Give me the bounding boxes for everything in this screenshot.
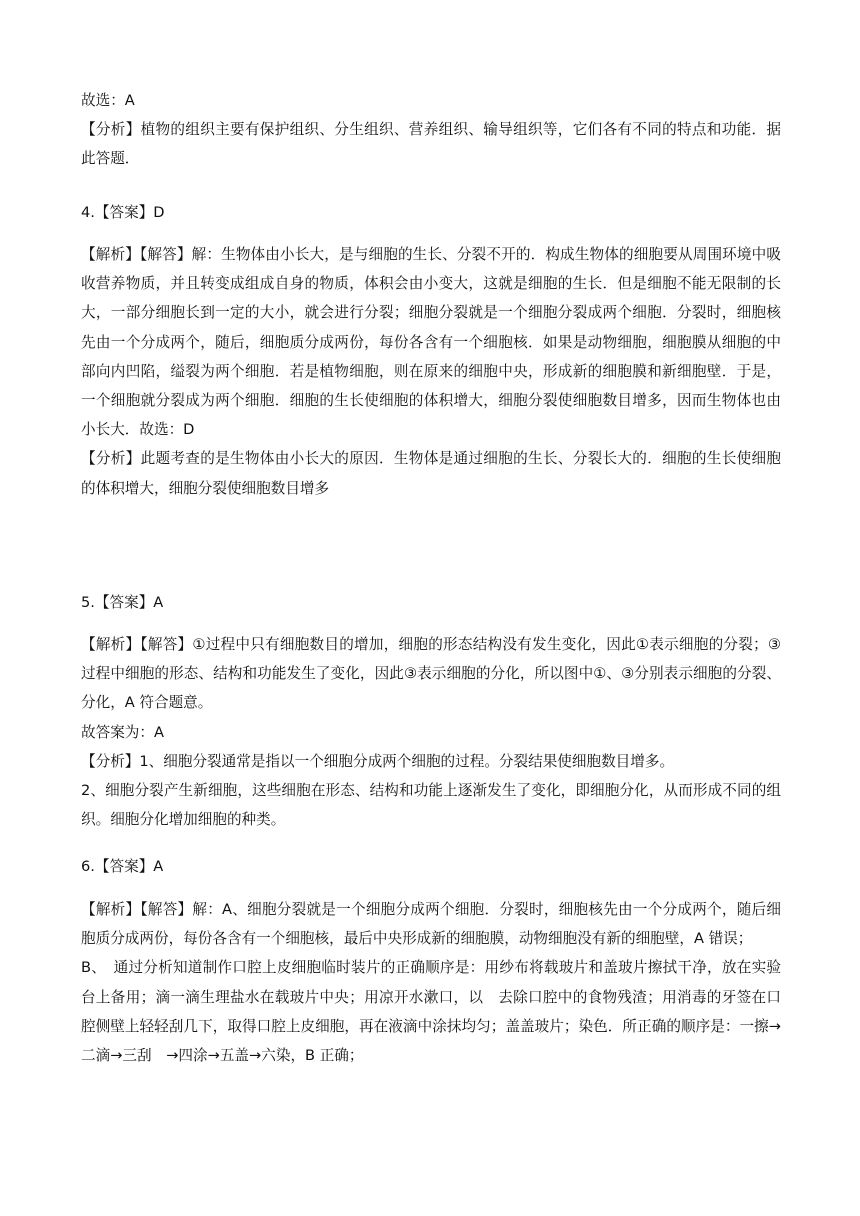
q5-heading-block [81, 588, 781, 617]
q6-heading-block [81, 852, 781, 881]
q5-analysis-2: 2、细胞分裂产生新细胞，这些细胞在形态、结构和功能上逐渐发生了变化，即细胞分化，从而形成不同的组织。细胞分化增加细胞的种类。 [81, 782, 781, 829]
q5-analysis-1: 【分析】1、细胞分裂通常是指以一个细胞分成两个细胞的过程。分裂结果使细胞数目增多。 [81, 752, 675, 770]
q4-solution: 【解析】【解答】解：生物体由小长大，是与细胞的生长、分裂不开的．构成生物体的细胞要从周围环境中吸收营养物质，并且转变成组成自身的物质，体积会由小变大，这就是细胞的生长．但是细胞不能无限制的长大，一部分细胞长到一定的大小，就会进行分裂；细胞分裂就是一个细胞分裂成两个细胞．分裂时，细胞核先由一个分成两个，随后，细胞质分成两份，每份各含有一个细胞核．如果是动物细胞，细胞膜从细胞的中部向内凹陷，缢裂为两个细胞．若是植物细胞，则在原来的细胞中央，形成新的细胞膜和新细胞壁．于是，一个细胞就分裂成为两个细胞．细胞的生长使细胞的体积增大，细胞分裂使细胞数目增多，因而生物体也由小长大．故选：D [81, 246, 781, 439]
q5-answer: 故答案为：A [81, 723, 164, 741]
q3-block [81, 86, 781, 174]
q3-choice: 故选：A [81, 92, 135, 109]
q6-heading: 6.【答案】A [81, 858, 164, 875]
q5-heading: 5.【答案】A [81, 594, 164, 611]
q4-analysis: 【分析】此题考查的是生物体由小长大的原因．生物体是通过细胞的生长、分裂长大的．细胞的生长使细胞的体积增大，细胞分裂使细胞数目增多 [81, 450, 781, 497]
q3-analysis: 【分析】植物的组织主要有保护组织、分生组织、营养组织、输导组织等，它们各有不同的特点和功能．据此答题． [81, 121, 781, 168]
q6-solution-a: 【解析】【解答】解：A、细胞分裂就是一个细胞分成两个细胞．分裂时，细胞核先由一个分成两个，随后细胞质分成两份，每份各含有一个细胞核，最后中央形成新的细胞膜，动物细胞没有新的细胞壁，A 错误； [81, 901, 781, 948]
q5-block [81, 630, 781, 834]
q4-heading: 4.【答案】D [81, 204, 165, 221]
q4-heading-block [81, 198, 781, 227]
q5-solution: 【解析】【解答】①过程中只有细胞数目的增加，细胞的形态结构没有发生变化，因此①表示细胞的分裂；③过程中细胞的形态、结构和功能发生了变化，因此③表示细胞的分化，所以图中①、③分别表示细胞的分裂、分化，A 符合题意。 [81, 636, 781, 712]
q4-block [81, 240, 781, 503]
q6-block [81, 895, 781, 1070]
q6-solution-b: B、 通过分析知道制作口腔上皮细胞临时装片的正确顺序是：用纱布将载玻片和盖玻片擦拭干净，放在实验台上备用；滴一滴生理盐水在载玻片中央；用凉开水漱口，以 去除口腔中的食物残渣；用消毒的牙签在口腔侧壁上轻轻刮几下，取得口腔上皮细胞，再在液滴中涂抹均匀；盖盖玻片；染色．所正确的顺序是：一擦→二滴→三刮 →四涂→五盖→六染，B 正确； [81, 959, 781, 1065]
